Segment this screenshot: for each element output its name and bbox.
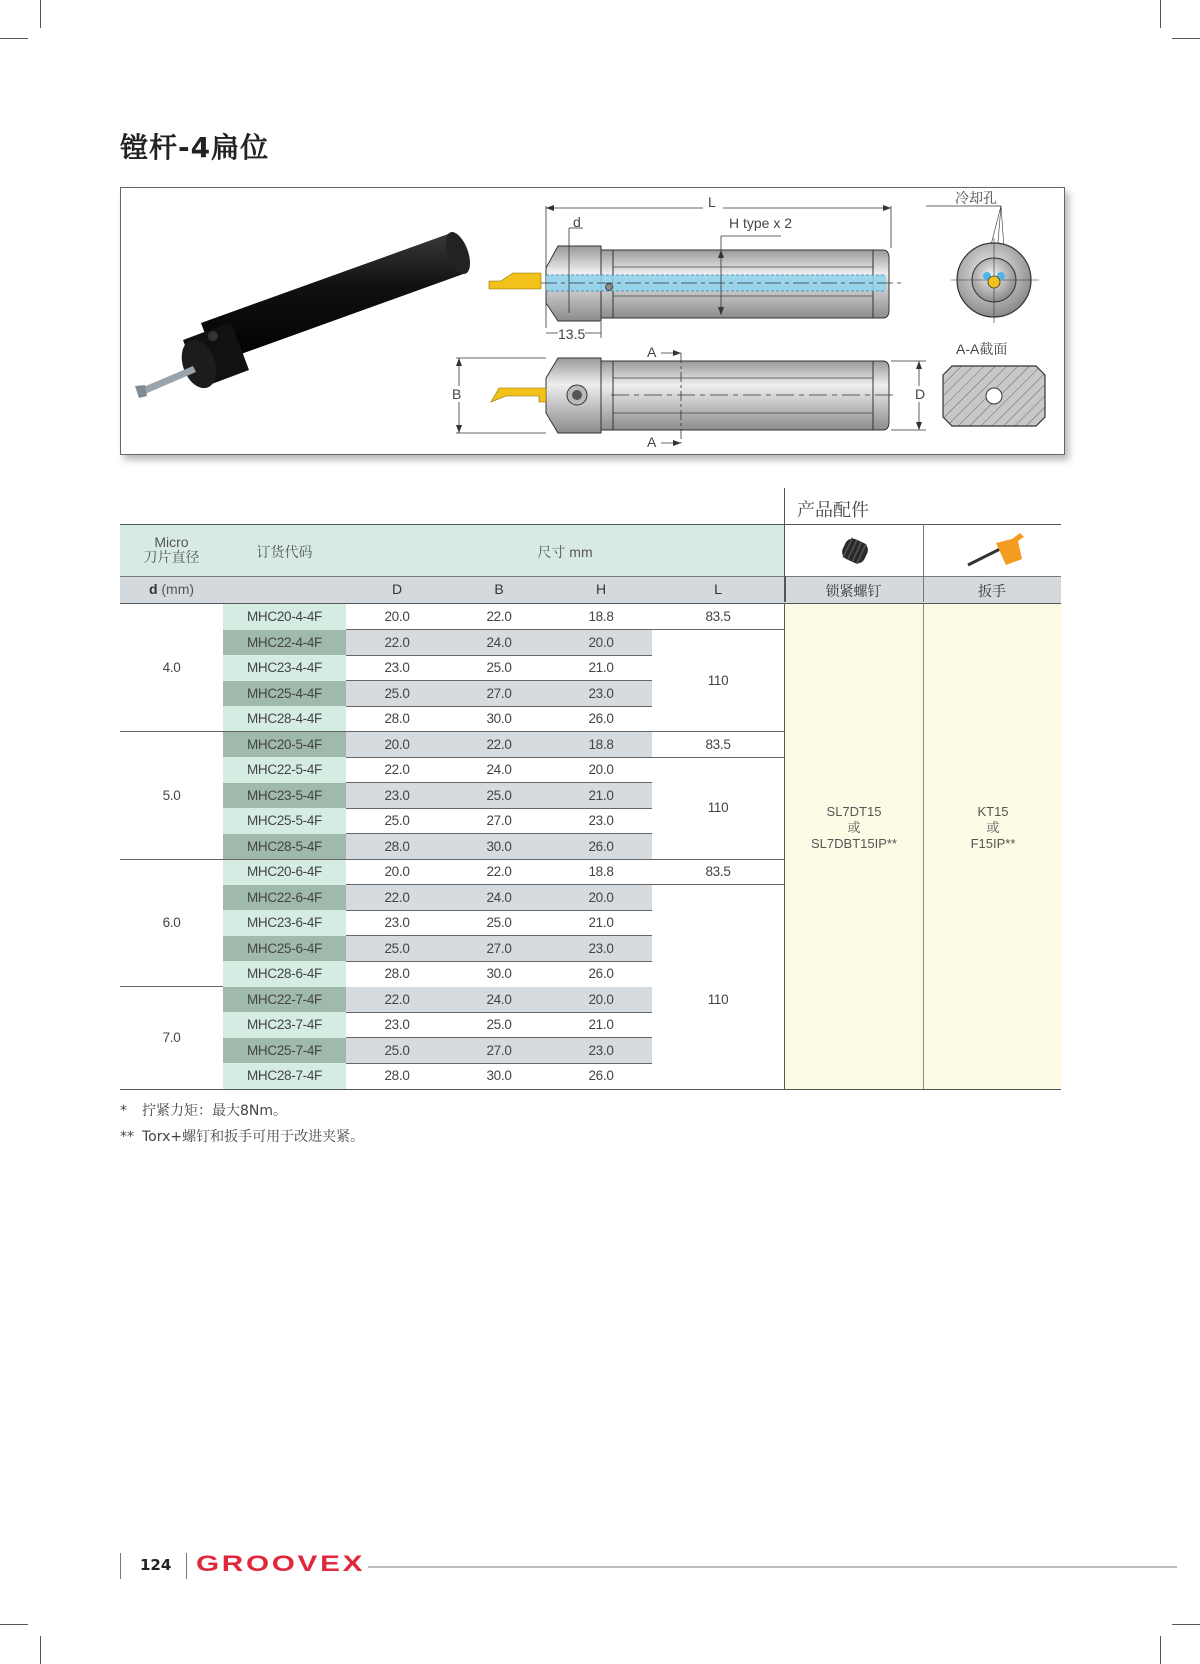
accessories-body (784, 604, 1062, 1089)
table-row: MHC23-4-4F 23.0 25.0 21.0 (120, 655, 784, 681)
header-wrench: 扳手 (978, 583, 1006, 599)
crop-mark (1160, 0, 1161, 28)
footer-rule (368, 1566, 1177, 1568)
table-row: MHC28-4-4F 28.0 30.0 26.0 (120, 706, 784, 732)
accessories-title: 产品配件 (797, 500, 869, 521)
header-dimensions: 尺寸 mm (537, 544, 593, 560)
table-row: MHC20-6-4F 20.0 22.0 18.8 83.5 (120, 859, 784, 885)
crop-mark (40, 0, 41, 28)
tool-3d-render-icon (135, 229, 475, 398)
header-B: B (494, 581, 504, 597)
header-d-mm: d (mm) (148, 581, 195, 597)
header-order-code: 订货代码 (256, 544, 313, 560)
dim-label-D: D (915, 386, 926, 402)
table-row: MHC22-6-4F 22.0 24.0 20.0 (120, 885, 784, 911)
crop-mark (0, 38, 28, 39)
end-view (926, 206, 1045, 426)
table-row: MHC22-5-4F 22.0 24.0 20.0 (120, 757, 784, 783)
lock-screw-icon (785, 525, 923, 577)
header-D: D (391, 581, 403, 597)
table-subheader (120, 576, 1061, 604)
table-row: MHC28-5-4F 28.0 30.0 26.0 (120, 834, 784, 860)
brand-logo: GROOVEX (196, 1551, 366, 1576)
crop-mark (1160, 1636, 1161, 1664)
group-d-7: 7.0 (162, 1030, 181, 1045)
side-view-top (489, 205, 901, 338)
product-drawing (120, 187, 1065, 455)
table-row: MHC20-4-4F 20.0 22.0 18.8 83.5 (120, 604, 784, 630)
table-row: MHC25-5-4F 25.0 27.0 23.0 (120, 808, 784, 834)
coolant-holes-label: 冷却孔 (955, 190, 997, 206)
table-row: MHC28-7-4F 28.0 30.0 26.0 (120, 1063, 784, 1089)
dim-label-d: d (573, 214, 581, 230)
header-L: L (714, 581, 722, 597)
table-row: MHC23-5-4F 23.0 25.0 21.0 (120, 783, 784, 809)
table-row: MHC22-7-4F 22.0 24.0 20.0 (120, 987, 784, 1013)
crop-mark (1172, 1624, 1200, 1625)
table-row: MHC23-7-4F 23.0 25.0 21.0 (120, 1012, 784, 1038)
section-label-A-bottom: A (647, 434, 657, 450)
crop-mark (40, 1636, 41, 1664)
dim-label-L: L (708, 194, 716, 210)
group-L-110: 110 (707, 672, 729, 688)
table-header (120, 524, 1061, 577)
side-view-bottom (456, 350, 926, 446)
boring-bar-drawing (121, 188, 1064, 454)
dim-label-B: B (452, 386, 462, 402)
footer-divider (120, 1553, 121, 1579)
section-view-label: A-A截面 (956, 341, 1008, 357)
page-number: 124 (140, 1556, 172, 1574)
accessories-header (784, 488, 1062, 524)
table-row: MHC25-4-4F 25.0 27.0 23.0 (120, 681, 784, 707)
table-row: MHC25-7-4F 25.0 27.0 23.0 (120, 1038, 784, 1064)
header-micro: Micro 刀片直径 (143, 534, 200, 565)
wrench-icon (924, 525, 1062, 577)
lock-screw-spec: SL7DT15 或 SL7DBT15IP** (811, 804, 897, 851)
group-d-6: 6.0 (162, 915, 181, 930)
footer-divider (186, 1553, 187, 1579)
header-lock-screw: 锁紧螺钉 (825, 583, 882, 599)
table-row: MHC28-6-4F 28.0 30.0 26.0 (120, 961, 784, 987)
header-H: H (595, 581, 607, 597)
page-title: 镗杆-4扁位 (120, 131, 270, 164)
section-label-A-top: A (647, 344, 657, 360)
dim-label-13-5: 13.5 (558, 326, 586, 342)
table-row: MHC23-6-4F 23.0 25.0 21.0 (120, 910, 784, 936)
table-row: MHC25-6-4F 25.0 27.0 23.0 (120, 936, 784, 962)
wrench-spec: KT15 或 F15IP** (970, 804, 1016, 851)
group-L-110: 110 (707, 800, 729, 816)
crop-mark (0, 1624, 28, 1625)
footnote-torque: * 拧紧力矩：最大8Nm。 (120, 1103, 288, 1119)
table-row: MHC20-5-4F 20.0 22.0 18.8 83.5 (120, 732, 784, 758)
table-row: MHC22-4-4F 22.0 24.0 20.0 (120, 630, 784, 656)
group-d-4: 4.0 (162, 660, 181, 675)
crop-mark (1172, 38, 1200, 39)
group-L-110: 110 (707, 991, 729, 1007)
group-d-5: 5.0 (162, 787, 181, 803)
footnote-torx: ** Torx+螺钉和扳手可用于改进夹紧。 (120, 1129, 365, 1145)
dim-label-h-type: H type x 2 (729, 215, 793, 231)
